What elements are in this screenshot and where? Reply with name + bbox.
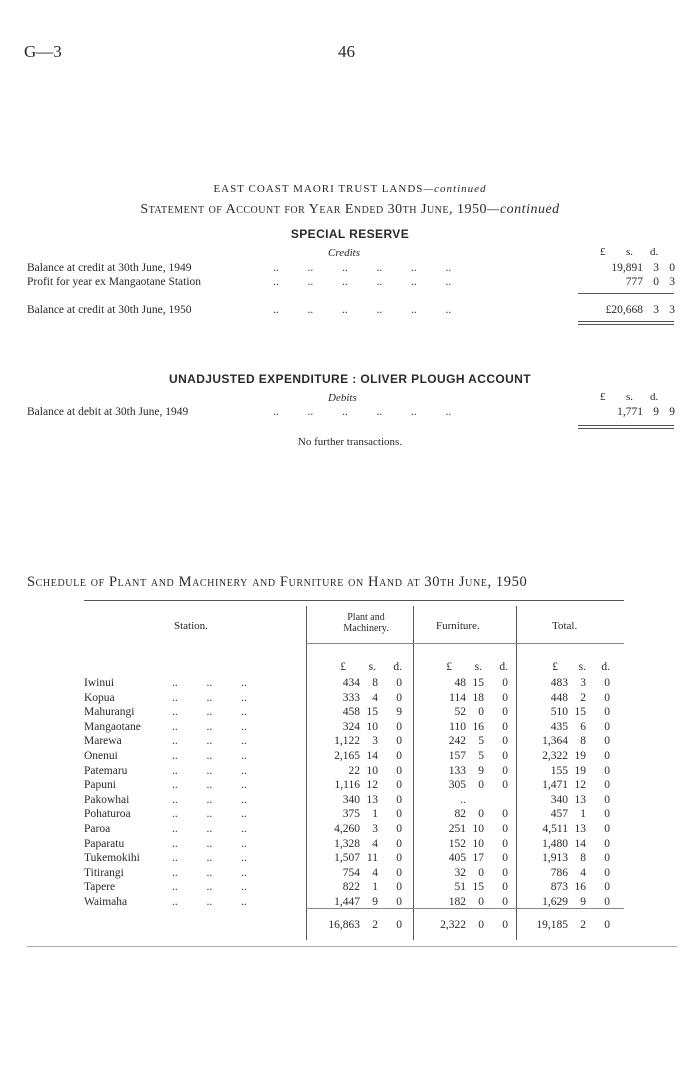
plant-d: 0 [396,677,402,689]
totals-rule [306,908,624,909]
station-name: Patemaru [84,764,128,777]
total-s: 1 [580,808,586,821]
total-d: 0 [604,793,610,806]
furn-s: 0 [478,808,484,821]
furn-s: 0 [478,866,484,879]
plant-s: 9 [372,896,378,908]
total-d: 0 [604,691,610,704]
furn-d: 0 [502,735,508,748]
leader-dots: .. .. .. [172,735,247,748]
total-s: 8 [580,735,586,748]
total-d: 0 [604,837,610,850]
table-row [0,750,700,763]
furn-d: 0 [502,706,508,719]
station-name: Kopua [84,691,115,704]
table-row [0,692,700,705]
leader-dots: .. .. .. .. .. .. [273,406,452,418]
plant-pounds: 1,116 [334,779,360,792]
oliver-title: UNADJUSTED EXPENDITURE : OLIVER PLOUGH ACCOUNT [169,372,531,386]
total-s: 13 [574,793,586,806]
total-rule [578,425,674,426]
leader-dots: .. .. .. [172,837,247,850]
plant-s: 15 [366,706,378,719]
total-pence: 3 [669,304,675,316]
plant-s: 4 [372,691,378,704]
total-pounds: 1,629 [542,896,568,908]
furn-s: 18 [472,691,484,704]
plant-pounds: 754 [342,866,360,879]
furn-d: 0 [502,896,508,908]
units-row [0,661,700,674]
total-pounds: £20,668 [605,304,643,316]
total-d: 0 [604,720,610,733]
station-name: Paparatu [84,837,125,850]
amount-pounds: 19,891 [611,262,643,274]
leader-dots: .. .. .. [172,881,247,894]
plant-total-pounds: 16,863 [328,919,360,931]
furn-d: 0 [502,779,508,792]
furn-pounds: 405 [448,852,466,865]
furn-s: 5 [478,735,484,748]
leader-dots: .. .. .. [172,866,247,879]
furn-d: 0 [502,677,508,689]
plant-pounds: 340 [342,793,360,806]
total-pounds: 786 [550,866,568,879]
total-pounds: 1,471 [542,779,568,792]
total-pounds: 2,322 [542,750,568,762]
plant-s: 4 [372,866,378,879]
plant-d: 0 [396,896,402,908]
unit-pound: £ [340,661,346,673]
plant-total-d: 0 [396,919,402,931]
unit-d: d. [393,661,402,673]
amount-shillings: 0 [653,276,659,288]
unit-s: s. [474,661,482,673]
total-pounds: 155 [550,764,568,777]
total-d: 0 [604,808,610,821]
plant-s: 1 [372,808,378,821]
total-rule-double [578,324,674,325]
furn-pounds: 48 [454,677,466,689]
plant-s: 3 [372,735,378,748]
total-d: 0 [604,881,610,894]
amount-shillings: 9 [653,406,659,418]
oliver-row-label: Balance at debit at 30th June, 1949 [27,406,189,418]
section-title: EAST COAST MAORI TRUST LANDS [213,183,424,195]
station-name: Papuni [84,779,116,792]
plant-d: 0 [396,750,402,762]
reserve-row-label: Balance at credit at 30th June, 1949 [27,262,192,274]
furn-s: 10 [472,823,484,835]
total-d: 0 [604,706,610,719]
station-name: Tukemokihi [84,852,140,865]
plant-pounds: 324 [342,720,360,733]
total-pounds: 1,913 [542,852,568,865]
unit-d: d. [601,661,610,673]
total-shillings: 3 [653,304,659,316]
plant-s: 11 [366,852,378,865]
plant-pounds: 434 [342,677,360,689]
leader-dots: .. .. .. [172,779,247,792]
furn-s: 5 [478,750,484,762]
total-pounds: 1,364 [542,735,568,748]
plant-s: 4 [372,837,378,850]
amount-pence: 9 [669,406,675,418]
table-row [0,808,700,821]
furn-d: 0 [502,750,508,762]
statement-title-suffix: —continued [487,202,560,217]
statement-title-line [0,202,700,218]
leader-dots: .. .. .. [172,793,247,806]
furn-pounds: 51 [454,881,466,894]
total-s: 6 [580,720,586,733]
total-pounds: 873 [550,881,568,894]
total-s: 4 [580,866,586,879]
furn-pounds: 305 [448,779,466,792]
furn-s: 15 [472,881,484,894]
total-d: 0 [604,764,610,777]
table-row [0,852,700,865]
page-number: 46 [338,42,355,61]
plant-s: 10 [366,720,378,733]
furn-d: 0 [502,881,508,894]
total-s: 12 [574,779,586,792]
station-name: Iwinui [84,677,115,689]
amount-pence: 0 [669,262,675,274]
plant-s: 14 [366,750,378,762]
leader-dots: .. .. .. [172,691,247,704]
table-row [0,721,700,734]
furn-d: 0 [502,837,508,850]
page-ref: G—3 [24,42,62,61]
leader-dots: .. .. .. [172,720,247,733]
plant-pounds: 458 [342,706,360,719]
furn-total-s: 0 [478,919,484,931]
plant-d: 0 [396,793,402,806]
table-row [0,867,700,880]
grand-total-s: 2 [580,919,586,931]
plant-pounds: 22 [348,764,360,777]
unit-pound: £ [552,661,558,673]
bottom-rule [27,946,677,947]
furn-s: 0 [478,706,484,719]
header-rule [306,643,624,644]
total-s: 2 [580,691,586,704]
furn-d: 0 [502,764,508,777]
station-name: Paroa [84,823,111,835]
total-s: 19 [574,764,586,777]
plant-s: 10 [366,764,378,777]
table-row [0,881,700,894]
furn-pounds: 242 [448,735,466,748]
plant-d: 9 [396,706,402,719]
totals-row [0,919,700,932]
furn-pounds: 114 [449,691,466,704]
total-rule-double [578,428,674,429]
furn-s: 9 [478,764,484,777]
leader-dots: .. .. .. [172,823,247,835]
plant-s: 3 [372,823,378,835]
table-row [0,735,700,748]
furn-pounds: 32 [454,866,466,879]
plant-d: 0 [396,720,402,733]
plant-d: 0 [396,866,402,879]
table-row [0,765,700,778]
plant-d: 0 [396,837,402,850]
total-rule [578,321,674,322]
plant-d: 0 [396,764,402,777]
total-s: 8 [580,852,586,865]
table-row [0,706,700,719]
furn-d: 0 [502,720,508,733]
furn-d: 0 [502,823,508,835]
table-row [0,823,700,836]
station-name: Tapere [84,881,116,894]
total-s: 19 [574,750,586,762]
plant-s: 8 [372,677,378,689]
furn-s: 16 [472,720,484,733]
plant-pounds: 822 [342,881,360,894]
grand-total-pounds: 19,185 [536,919,568,931]
amount-pounds: 1,771 [617,406,643,418]
statement-title: Statement of Account for Year Ended 30th June, 1950 [140,202,488,217]
plant-d: 0 [396,808,402,821]
reserve-total-row [27,304,677,318]
plant-total-s: 2 [372,919,378,931]
reserve-row [27,262,677,276]
col-pence: d. [650,246,659,258]
total-d: 0 [604,852,610,865]
schedule-title: Schedule of Plant and Machinery and Furniture on Hand at 30th June, 1950 [27,574,528,590]
furn-s: 0 [478,896,484,908]
plant-s: 12 [366,779,378,792]
station-name: Waimaha [84,896,128,908]
amount-pounds: 777 [625,276,643,288]
plant-pounds: 375 [342,808,360,821]
station-name: Pakowhai [84,793,130,806]
total-s: 15 [574,706,586,719]
leader-dots: .. .. .. .. .. .. [273,276,452,288]
reserve-row-label: Profit for year ex Mangaotane Station [27,276,202,288]
schedule-top-rule [84,600,624,601]
station-name: Mahurangi [84,706,135,719]
furn-pounds: 251 [448,823,466,835]
furn-total-pounds: 2,322 [440,919,466,931]
unit-pound: £ [446,661,452,673]
total-d: 0 [604,735,610,748]
amount-pence: 3 [669,276,675,288]
header-station: Station. [174,620,208,632]
plant-pounds: 1,328 [334,837,360,850]
total-pounds: 340 [550,793,568,806]
furn-pounds: .. [460,793,466,806]
furn-s: 17 [472,852,484,865]
section-title-suffix: —continued [423,183,487,195]
plant-d: 0 [396,691,402,704]
leader-dots: .. .. .. .. .. .. [273,262,452,274]
furn-d: 0 [502,691,508,704]
plant-pounds: 1,447 [334,896,360,908]
plant-d: 0 [396,823,402,835]
header-total: Total. [552,620,578,632]
unit-d: d. [499,661,508,673]
furn-d: 0 [502,852,508,865]
unit-s: s. [578,661,586,673]
table-row [0,677,700,690]
leader-dots: .. .. .. [172,677,247,689]
leader-dots: .. .. .. [172,808,247,821]
furn-s: 10 [472,837,484,850]
station-name: Pohaturoa [84,808,131,821]
station-name: Marewa [84,735,122,748]
col-shillings: s. [626,391,634,403]
leader-dots: .. .. .. [172,706,247,719]
furn-d: 0 [502,808,508,821]
header-plant: Plant and Machinery. [343,612,389,634]
debits-label: Debits [328,392,357,404]
leader-dots: .. .. .. [172,750,247,762]
total-pounds: 457 [550,808,568,821]
total-s: 9 [580,896,586,908]
furn-pounds: 182 [448,896,466,908]
grand-total-d: 0 [604,919,610,931]
amount-shillings: 3 [653,262,659,274]
furn-s: 15 [472,677,484,689]
total-pounds: 448 [550,691,568,704]
subtotal-rule [578,293,674,294]
total-d: 0 [604,677,610,689]
total-d: 0 [604,750,610,762]
leader-dots: .. .. .. [172,896,247,908]
furn-pounds: 52 [454,706,466,719]
furn-pounds: 82 [454,808,466,821]
reserve-total-label: Balance at credit at 30th June, 1950 [27,304,192,316]
plant-d: 0 [396,852,402,865]
unit-s: s. [368,661,376,673]
plant-pounds: 2,165 [334,750,360,762]
total-d: 0 [604,896,610,908]
plant-pounds: 1,507 [334,852,360,865]
table-row [0,779,700,792]
station-name: Onenui [84,750,118,762]
furn-pounds: 152 [448,837,466,850]
section-title-line [0,183,700,195]
plant-s: 1 [372,881,378,894]
credits-label: Credits [328,247,360,259]
leader-dots: .. .. .. .. .. .. [273,304,452,316]
total-pounds: 510 [550,706,568,719]
furn-pounds: 133 [448,764,466,777]
reserve-row [27,276,677,290]
plant-s: 13 [366,793,378,806]
plant-d: 0 [396,881,402,894]
col-shillings: s. [626,246,634,258]
total-s: 14 [574,837,586,850]
plant-pounds: 333 [342,691,360,704]
col-pence: d. [650,391,659,403]
header-furniture: Furniture. [436,620,480,632]
total-d: 0 [604,779,610,792]
station-name: Mangaotane [84,720,141,733]
total-d: 0 [604,823,610,835]
total-pounds: 435 [550,720,568,733]
oliver-note: No further transactions. [297,436,403,448]
total-pounds: 4,511 [542,823,568,835]
special-reserve-title: SPECIAL RESERVE [290,227,410,241]
col-pound: £ [600,246,606,258]
plant-pounds: 1,122 [334,735,360,748]
plant-d: 0 [396,779,402,792]
total-d: 0 [604,866,610,879]
station-name: Titirangi [84,866,124,879]
col-pound: £ [600,391,606,403]
total-pounds: 483 [550,677,568,689]
furn-pounds: 110 [449,720,466,733]
total-s: 3 [580,677,586,689]
furn-pounds: 157 [448,750,466,762]
leader-dots: .. .. .. [172,852,247,865]
furn-total-d: 0 [502,919,508,931]
leader-dots: .. .. .. [172,764,247,777]
total-s: 16 [574,881,586,894]
furn-d: 0 [502,866,508,879]
table-row [0,794,700,807]
furn-s: 0 [478,779,484,792]
total-pounds: 1,480 [542,837,568,850]
total-s: 13 [574,823,586,835]
plant-d: 0 [396,735,402,748]
oliver-row [27,406,677,420]
table-row [0,838,700,851]
plant-pounds: 4,260 [334,823,360,835]
